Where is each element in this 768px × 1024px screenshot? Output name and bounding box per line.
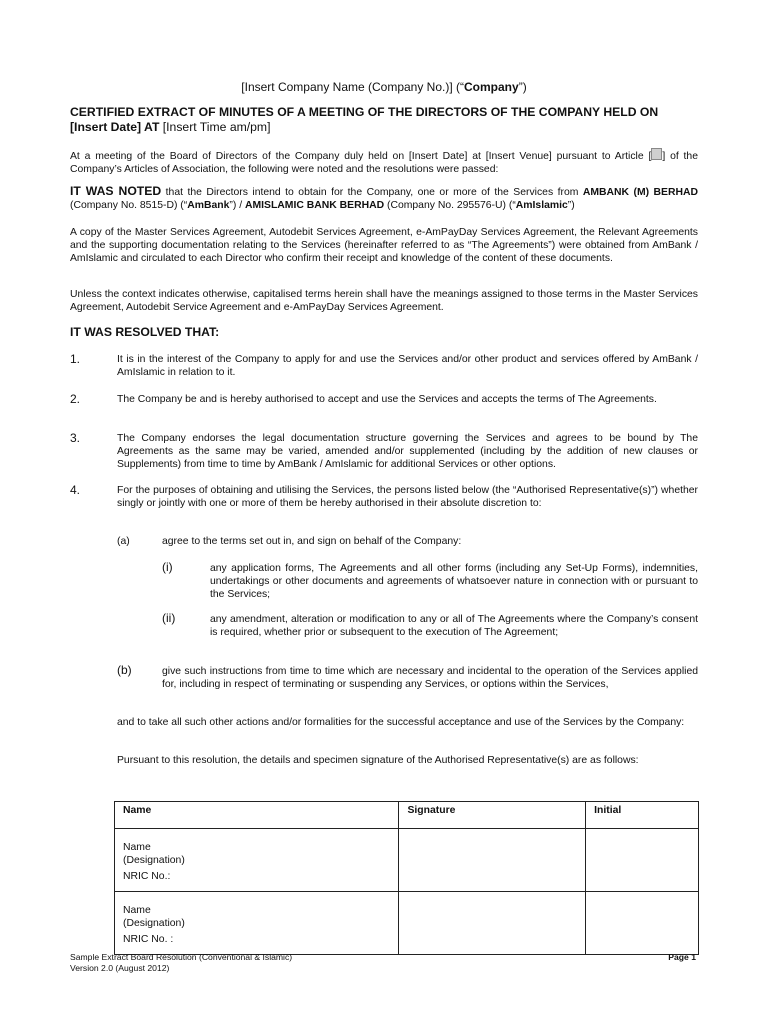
initial-cell[interactable] [586,829,699,892]
meeting-paragraph: At a meeting of the Board of Directors of the Company duly held on [Insert Date] at [Insert Venue] pursuant to Article [ ] of the Company’s Articles of Association, the following were noted and the resolutions were passed: [70,148,698,176]
company-line-post: ”) [518,80,527,94]
resolution-number: 4. [70,483,81,497]
representative-name: Name [123,905,151,916]
column-header-initial: Initial [586,802,699,829]
footer-left [70,952,292,974]
footer-page-number: Page 1 [668,952,696,962]
roman-clause-label: (i) [162,560,173,574]
table-header-row [115,802,699,829]
column-header-signature: Signature [399,802,586,829]
company-defined-term: Company [464,80,519,94]
noted-text: ”) / [229,200,245,211]
ambank-defined-term: AmBank [187,200,230,211]
signature-cell[interactable] [399,892,586,955]
context-paragraph: Unless the context indicates otherwise, capitalised terms herein shall have the meanings assigned to those terms in the Master Services Agreement, Autodebit Service Agreement and e-AmPayDay Services Agreement. [70,289,698,313]
document-title [70,105,698,135]
amislamic-name: AMISLAMIC BANK BERHAD [244,200,385,211]
title-time: [Insert Time am/pm] [159,120,271,134]
resolved-heading: IT WAS RESOLVED THAT: [70,325,220,339]
noted-paragraph [70,185,698,212]
table-row [115,829,699,892]
agreements-copy-paragraph: A copy of the Master Services Agreement, Autodebit Services Agreement, e-AmPayDay Services Agreement, the Relevant Agreements and the supporting documentation relating to the Services (hereinafter referred to as “The Agreements”) were obtained from AmBank / AmIslamic and circulated to each Director who confirm their receipt and knowledge of the content of these documents. [70,227,698,264]
sub-clause-text: agree to the terms set out in, and sign on behalf of the Company: [162,536,462,547]
title-date: [Insert Date] [70,120,142,134]
noted-text: (Company No. 8515-D) (“ [70,200,188,211]
representative-details-cell[interactable] [115,829,399,892]
signature-cell[interactable] [399,829,586,892]
ambank-name: AMBANK (M) BERHAD [582,187,698,198]
column-header-name: Name [115,802,399,829]
representative-designation: (Designation) [123,855,185,866]
further-actions-paragraph: and to take all such other actions and/or formalities for the successful acceptance and use of the Services by the Company: [117,717,685,728]
noted-text: (Company No. 295576-U) (“ [384,200,516,211]
resolution-text: The Company endorses the legal documentation structure governing the Services and agrees to be bound by The Agreements as the same may be varied, amended and/or supplemented (including by the addition of new clauses or Supplements) from time to time by AmBank / AmIslamic for additional Services or other options. [117,433,698,470]
company-line-pre: [Insert Company Name (Company No.)] (“ [241,80,465,94]
meeting-text-a: At a meeting of the Board of Directors of the Company duly held on [Insert Date] at [Insert Venue] pursuant to Article [70,151,644,162]
footer-document-title: Sample Extract Board Resolution (Conventional & Islamic) [70,952,293,962]
resolution-number: 3. [70,431,81,445]
resolution-text: It is in the interest of the Company to apply for and use the Services and/or other product and services offered by AmBank / AmIslamic in relation to it. [117,354,698,378]
representative-details-cell[interactable] [115,892,399,955]
representative-name: Name [123,842,151,853]
noted-heading: IT WAS NOTED [70,184,162,198]
resolution-text: The Company be and is hereby authorised to accept and use the Services and accepts the terms of The Agreements. [117,394,657,405]
representative-nric: NRIC No.: [123,871,171,882]
representative-designation: (Designation) [123,918,185,929]
sub-clause-label: (b) [117,663,132,677]
resolution-number: 2. [70,392,81,406]
noted-text: ”) [567,200,575,211]
table-row [115,892,699,955]
authorised-representatives-table [114,801,699,955]
sub-clause-text: give such instructions from time to time which are necessary and incidental to the operation of the Services applied for, including in respect of terminating or suspending any Services, or options within the Services, [162,666,698,690]
sub-clause-label: (a) [117,536,130,547]
resolution-text: For the purposes of obtaining and utilising the Services, the persons listed below (the “Authorised Representative(s)”) whether singly or jointly with one or more of them be hereby authorised in their absolute discretion to: [117,485,698,509]
company-line [0,80,768,94]
representative-nric: NRIC No. : [123,934,174,945]
article-number-field[interactable] [651,148,662,160]
roman-clause-text: any amendment, alteration or modification to any or all of The Agreements where the Company’s consent is required, whether prior or subsequent to the execution of The Agreement; [210,614,698,638]
roman-clause-label: (ii) [162,611,176,625]
title-line: CERTIFIED EXTRACT OF MINUTES OF A MEETING OF THE DIRECTORS OF THE COMPANY HELD ON [70,105,659,119]
title-at: AT [141,120,160,134]
noted-text: that the Directors intend to obtain for the Company, one or more of the Services from [161,187,583,198]
roman-clause-text: any application forms, The Agreements and all other forms (including any Set-Up Forms), indemnities, undertakings or other documents and agreements of whatsoever nature in connection with or pursuant to the Services; [210,563,698,600]
footer-version: Version 2.0 (August 2012) [70,963,170,973]
meeting-text-b: of the Company’s Articles of Association, the following were noted and the resolutions were passed: [70,151,698,175]
amislamic-defined-term: AmIslamic [515,200,568,211]
pursuant-paragraph: Pursuant to this resolution, the details and specimen signature of the Authorised Representative(s) are as follows: [117,755,639,766]
initial-cell[interactable] [586,892,699,955]
resolution-number: 1. [70,352,81,366]
